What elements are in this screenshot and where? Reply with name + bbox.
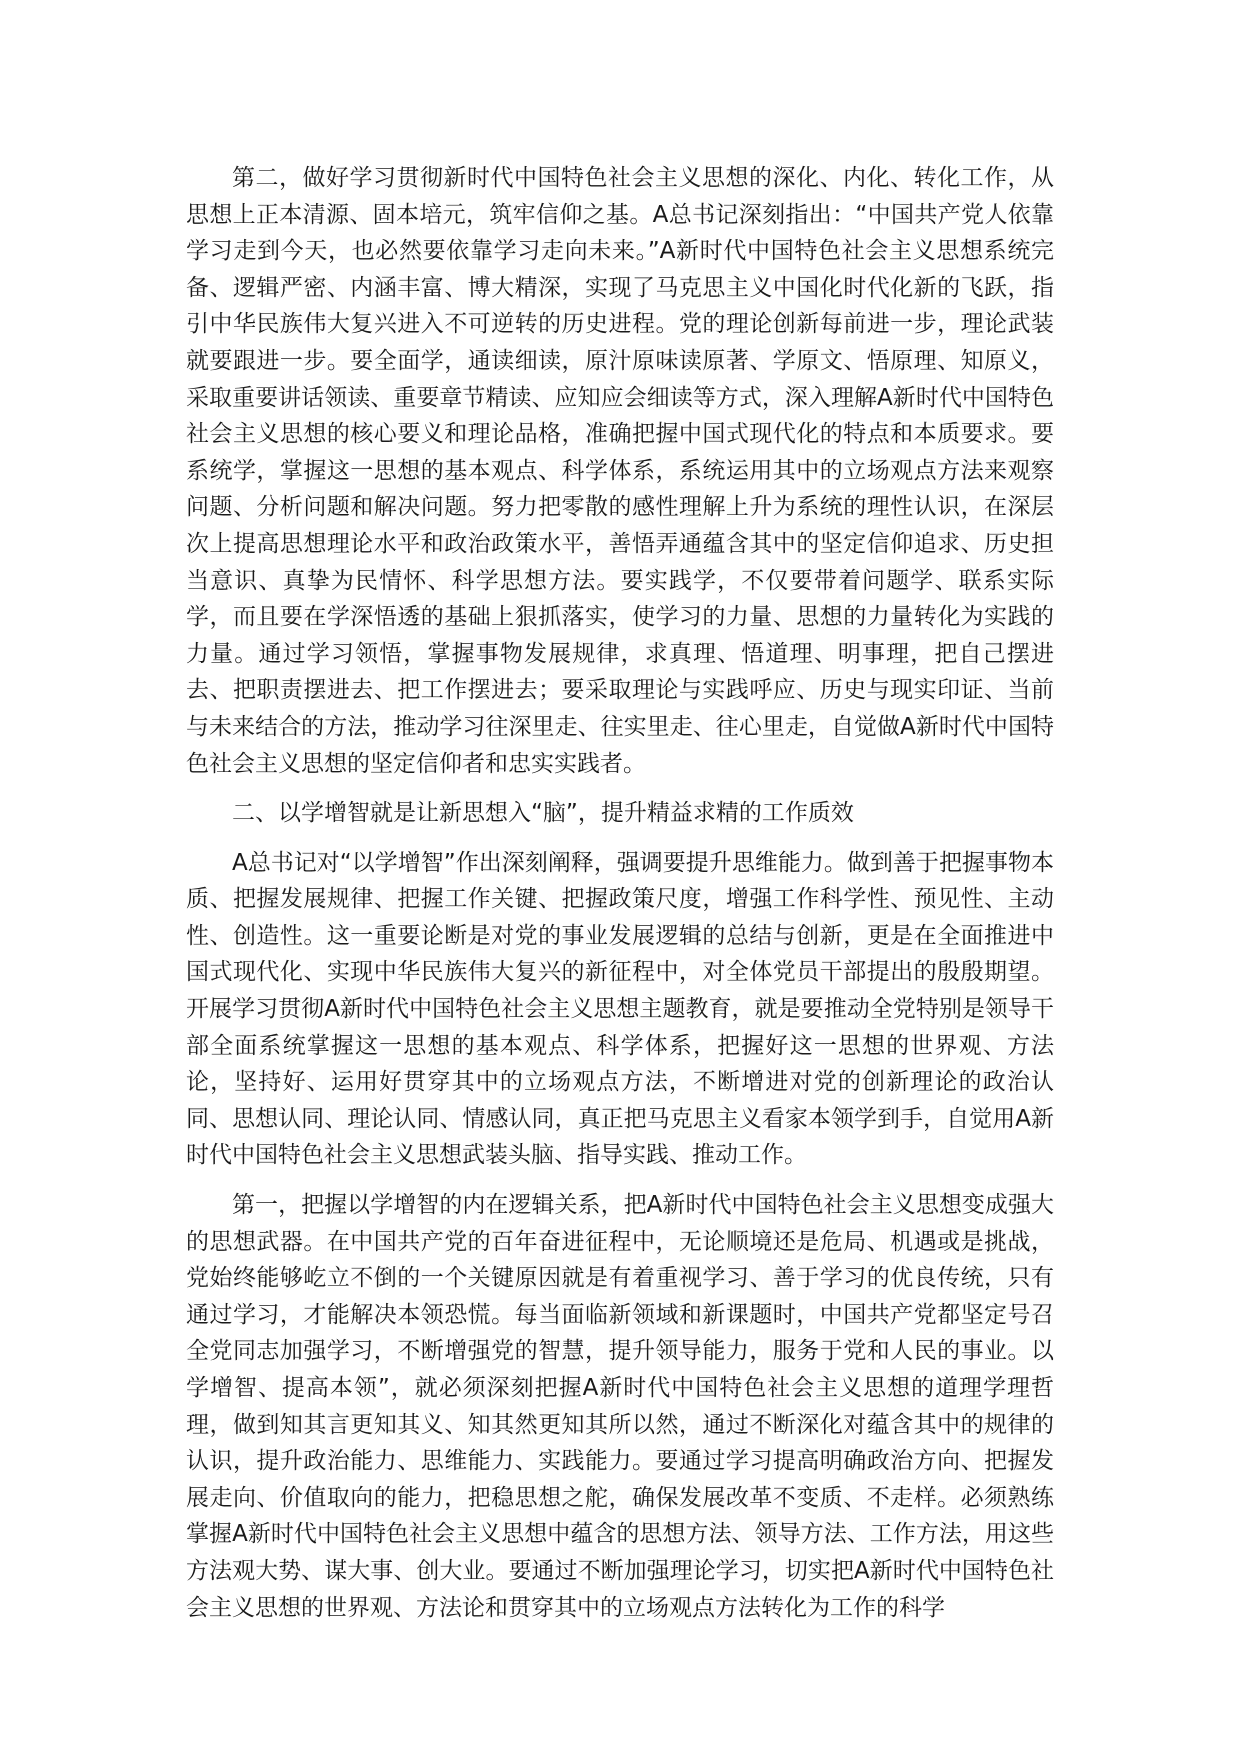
paragraph-first-point: 第一，把握以学增智的内在逻辑关系，把A新时代中国特色社会主义思想变成强大的思想武器。在中国共产党的百年奋进征程中，无论顺境还是危局、机遇或是挑战，党始终能够屹立不倒的一个关键原因就是有着重视学习、善于学习的优良传统，只有通过学习，才能解决本领恐慌。每当面临新领域和新课题时，中国共产党都坚定号召全党同志加强学习，不断增强党的智慧，提升领导能力，服务于党和人民的事业。以学增智、提高本领”，就必须深刻把握A新时代中国特色社会主义思想的道理学理哲理，做到知其言更知其义、知其然更知其所以然，通过不断深化对蕴含其中的规律的认识，提升政治能力、思维能力、实践能力。要通过学习提高明确政治方向、把握发展走向、价值取向的能力，把稳思想之舵，确保发展改革不变质、不走样。必须熟练掌握A新时代中国特色社会主义思想中蕴含的思想方法、领导方法、工作方法，用这些方法观大势、谋大事、创大业。要通过不断加强理论学习，切实把A新时代中国特色社会主义思想的世界观、方法论和贯穿其中的立场观点方法转化为工作的科学	[186, 1192, 1054, 1621]
section-heading-two: 二、以学增智就是让新思想入“脑”，提升精益求精的工作质效	[232, 800, 854, 827]
document-body	[186, 160, 1054, 1639]
paragraph-section-two-intro: A总书记对“以学增智”作出深刻阐释，强调要提升思维能力。做到善于把握事物本质、把握发展规律、把握工作关键、把握政策尺度，增强工作科学性、预见性、主动性、创造性。这一重要论断是对党的事业发展逻辑的总结与创新，更是在全面推进中国式现代化、实现中华民族伟大复兴的新征程中，对全体党员干部提出的殷殷期望。开展学习贯彻A新时代中国特色社会主义思想主题教育，就是要推动全党特别是领导干部全面系统掌握这一思想的基本观点、科学体系，把握好这一思想的世界观、方法论，坚持好、运用好贯穿其中的立场观点方法，不断增进对党的创新理论的政治认同、思想认同、理论认同、情感认同，真正把马克思主义看家本领学到手，自觉用A新时代中国特色社会主义思想武装头脑、指导实践、推动工作。	[186, 849, 1054, 1169]
paragraph-second-point: 第二，做好学习贯彻新时代中国特色社会主义思想的深化、内化、转化工作，从思想上正本清源、固本培元，筑牢信仰之基。A总书记深刻指出：“中国共产党人依靠学习走到今天，也必然要依靠学习走向未来。”A新时代中国特色社会主义思想系统完备、逻辑严密、内涵丰富、博大精深，实现了马克思主义中国化时代化新的飞跃，指引中华民族伟大复兴进入不可逆转的历史进程。党的理论创新每前进一步，理论武装就要跟进一步。要全面学，通读细读，原汁原味读原著、学原文、悟原理、知原义，采取重要讲话领读、重要章节精读、应知应会细读等方式，深入理解A新时代中国特色社会主义思想的核心要义和理论品格，准确把握中国式现代化的特点和本质要求。要系统学，掌握这一思想的基本观点、科学体系，系统运用其中的立场观点方法来观察问题、分析问题和解决问题。努力把零散的感性理解上升为系统的理性认识，在深层次上提高思想理论水平和政治政策水平，善悟弄通蕴含其中的坚定信仰追求、历史担当意识、真挚为民情怀、科学思想方法。要实践学，不仅要带着问题学、联系实际学，而且要在学深悟透的基础上狠抓落实，使学习的力量、思想的力量转化为实践的力量。通过学习领悟，掌握事物发展规律，求真理、悟道理、明事理，把自己摆进去、把职责摆进去、把工作摆进去；要采取理论与实践呼应、历史与现实印证、当前与未来结合的方法，推动学习往深里走、往实里走、往心里走，自觉做A新时代中国特色社会主义思想的坚定信仰者和忠实实践者。	[186, 165, 1054, 777]
